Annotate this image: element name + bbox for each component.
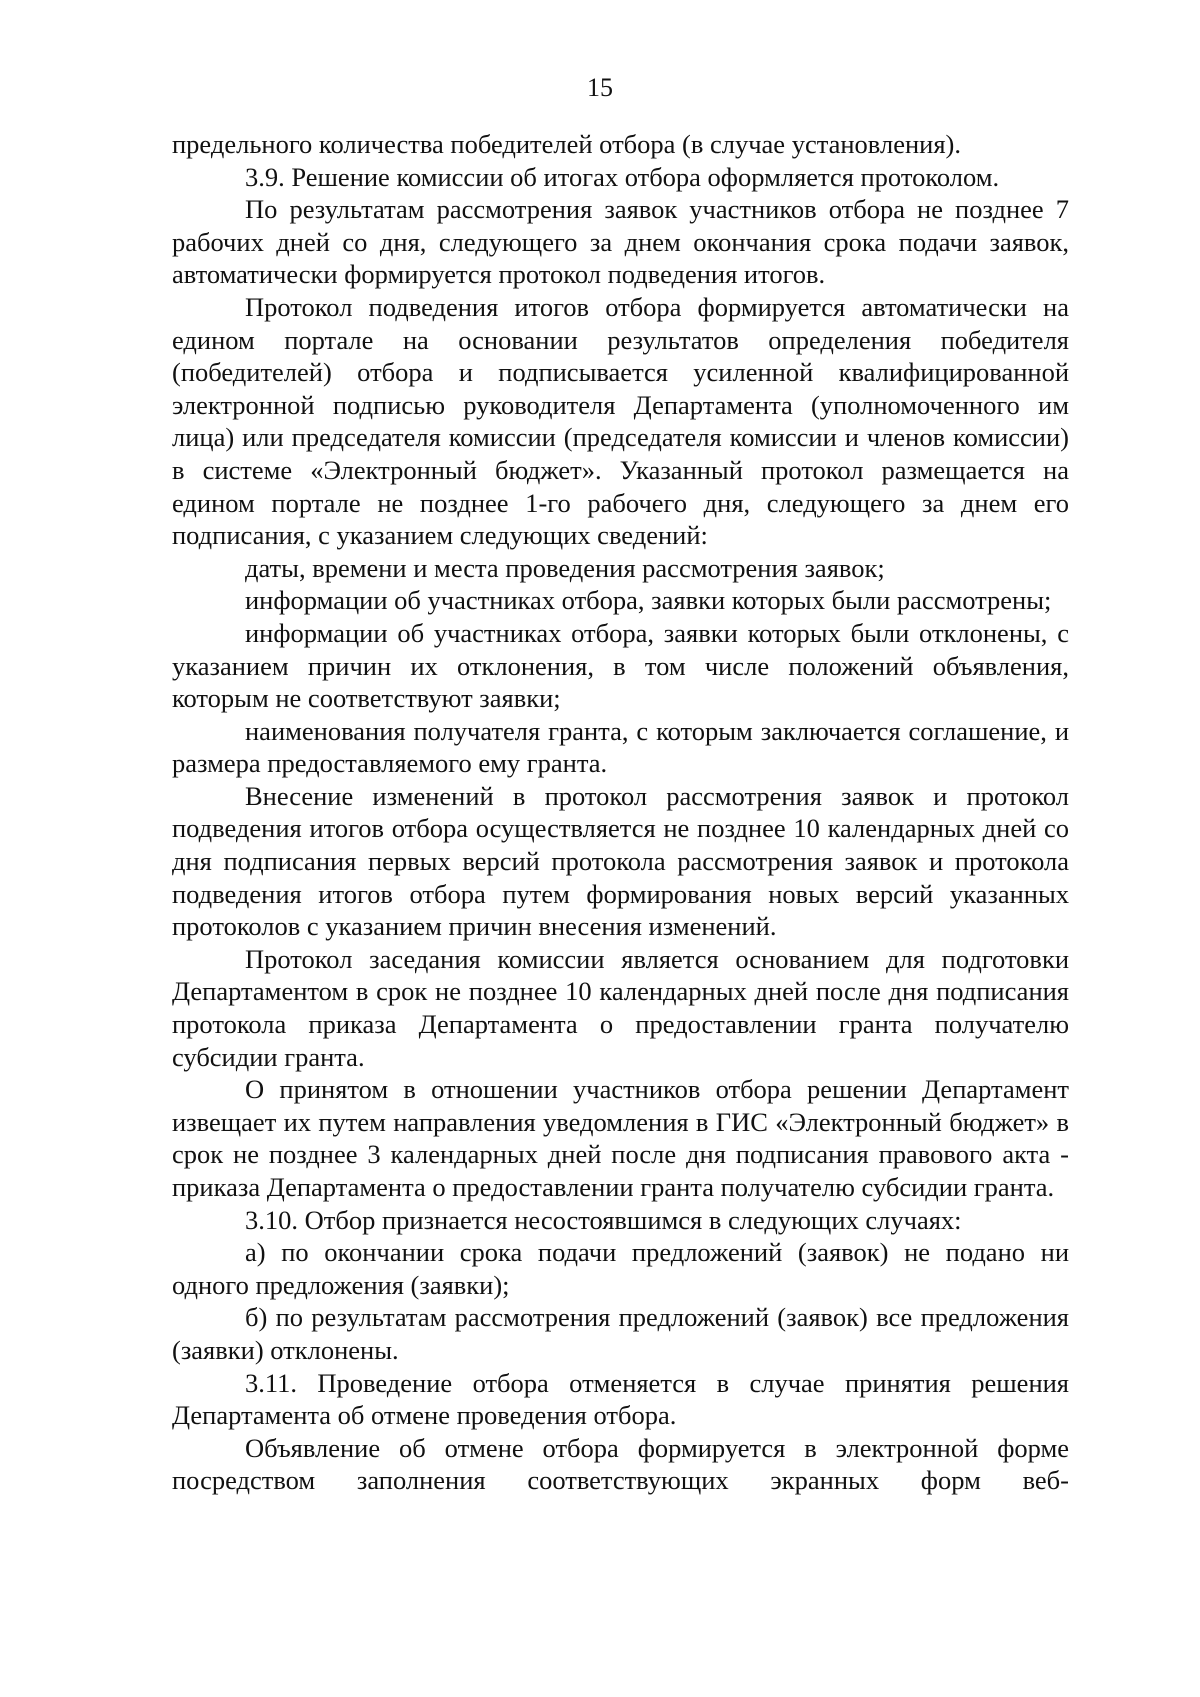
list-item: информации об участниках отбора, заявки которых были отклонены, с указанием причин их отклонения, в том числе положений объявления, которым не соответствуют заявки; [172, 617, 1069, 714]
list-item-a: а) по окончании срока подачи предложений (заявок) не подано ни одного предложения (заявки); [172, 1237, 1069, 1300]
paragraph-continuation: предельного количества победителей отбора (в случае установления). [172, 129, 961, 159]
document-body [172, 128, 1069, 1497]
paragraph-3-11: 3.11. Проведение отбора отменяется в случае принятия решения Департамента об отмене проведения отбора. [172, 1367, 1069, 1431]
paragraph: Внесение изменений в протокол рассмотрения заявок и протокол подведения итогов отбора осуществляется не позднее 10 календарных дней со дня подписания первых версий протокола рассмотрения заявок и протокола подведения итогов отбора путем формирования новых версий указанных протоколов с указанием причин внесения изменений. [172, 780, 1069, 942]
paragraph-3-9: 3.9. Решение комиссии об итогах отбора оформляется протоколом. [245, 161, 1000, 192]
list-item: даты, времени и места проведения рассмотрения заявок; [245, 552, 885, 583]
paragraph: Протокол подведения итогов отбора формируется автоматически на едином портале на основании результатов определения победителя (победителей) отбора и подписывается усиленной квалифицированной электронной подписью руководителя Департамента (уполномоченного им лица) или председателя комиссии (председателя комиссии и членов комиссии) в системе «Электронный бюджет». Указанный протокол размещается на едином портале не позднее 1-го рабочего дня, следующего за днем его подписания, с указанием следующих сведений: [172, 291, 1069, 551]
paragraph-3-10: 3.10. Отбор признается несостоявшимся в следующих случаях: [245, 1204, 962, 1235]
page-number: 15 [587, 73, 613, 102]
list-item-b: б) по результатам рассмотрения предложений (заявок) все предложения (заявки) отклонены. [172, 1302, 1069, 1365]
paragraph: Протокол заседания комиссии является основанием для подготовки Департаментом в срок не позднее 10 календарных дней после дня подписания протокола приказа Департамента о предоставлении гранта получателю субсидии гранта. [172, 943, 1069, 1072]
paragraph: О принятом в отношении участников отбора решении Департамент извещает их путем направления уведомления в ГИС «Электронный бюджет» в срок не позднее 3 календарных дней после дня подписания правового акта - приказа Департамента о предоставлении гранта получателю субсидии гранта. [172, 1074, 1069, 1202]
list-item: информации об участниках отбора, заявки которых были рассмотрены; [245, 585, 1052, 616]
paragraph: По результатам рассмотрения заявок участников отбора не позднее 7 рабочих дней со дня, следующего за днем окончания срока подачи заявок, автоматически формируется протокол подведения итогов. [172, 194, 1069, 290]
paragraph-continued: Объявление об отмене отбора формируется в электронной форме посредством заполнения соответствующих экранных форм веб- [172, 1432, 1069, 1496]
list-item: наименования получателя гранта, с которым заключается соглашение, и размера предоставляемого ему гранта. [172, 715, 1069, 779]
